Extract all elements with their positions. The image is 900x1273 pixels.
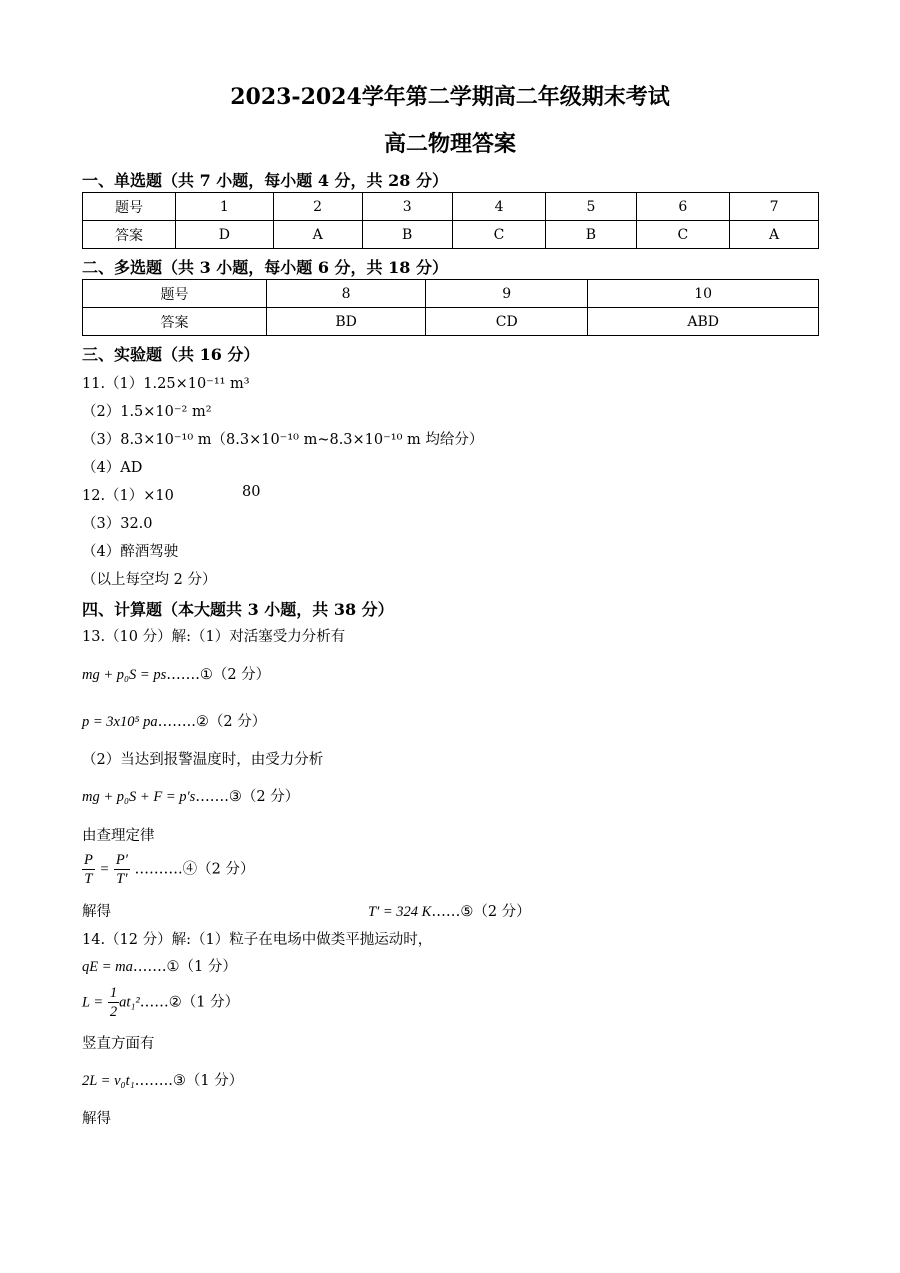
q13-equation-1 [82,663,270,684]
q14-vertical-text: 竖直方面有 [82,1036,155,1052]
question-number: 5 [546,193,636,221]
numerator: P′ [115,852,128,868]
answer-cell: A [730,221,819,249]
q14-solve-label: 解得 [82,1111,111,1127]
question-number: 2 [273,193,362,221]
q13-part2-text: （2）当达到报警温度时，由受力分析 [82,752,324,768]
q13-equation-4: $\frac{P}{T}$ = $\frac{P'}{T'}$ ……….④（2 分） [84,852,255,887]
q12-part4: （4）醉酒驾驶 [82,544,179,560]
row-label: 答案 [83,308,267,336]
page-title: 2023-2024学年第二学期高二年级期末考试 [230,84,670,110]
answer-cell: CD [426,308,588,336]
equation-mark: ……..③（1 分） [134,1073,244,1089]
table-row [83,193,819,221]
q13-result [368,900,531,921]
equation: T′ = 324 K [368,904,432,920]
multi-choice-answer-table [82,279,819,336]
question-number: 3 [362,193,452,221]
answer-cell: A [273,221,362,249]
question-number: 7 [730,193,819,221]
q11-part3: （3）8.3×10⁻¹⁰ m（8.3×10⁻¹⁰ m~8.3×10⁻¹⁰ m 均给分） [82,432,484,448]
answer-cell: BD [267,308,426,336]
question-number: 4 [452,193,546,221]
q13-law-text: 由查理定律 [82,828,155,844]
section-single-choice-heading: 一、单选题（共 7 小题，每小题 4 分，共 28 分） [82,171,448,190]
answer-cell: ABD [588,308,819,336]
fraction [82,851,95,888]
equation: 2L = v₀t₁ [82,1073,135,1089]
question-number: 9 [426,280,588,308]
q12-part2: 80 [242,484,261,500]
equation-mark: …….①（2 分） [166,667,271,683]
answer-cell: C [452,221,546,249]
table-row [83,221,819,249]
denominator: 2 [109,1004,118,1020]
q11-part2: （2）1.5×10⁻² m² [82,404,212,420]
question-number: 6 [636,193,730,221]
q14-equation-1 [82,955,237,976]
equation-mark: …….①（1 分） [132,959,237,975]
denominator: T [84,871,93,887]
question-number: 8 [267,280,426,308]
equation: mg + p₀S = ps [82,667,167,683]
fraction [114,851,130,888]
numerator: 1 [109,985,118,1001]
q13-equation-2 [82,710,266,731]
row-label: 题号 [83,193,176,221]
equation: at₁² [119,994,140,1011]
table-row [83,280,819,308]
answer-cell: D [176,221,274,249]
equation-mark: ……..②（2 分） [157,714,267,730]
q12-part3: （3）32.0 [82,516,153,532]
equation: mg + p₀S + F = p′s [82,789,196,805]
answer-cell: B [546,221,636,249]
q13-equation-3 [82,785,299,806]
answer-cell: B [362,221,452,249]
scoring-note: （以上每空均 2 分） [82,572,217,588]
row-label: 答案 [83,221,176,249]
equation-mark: ……②（1 分） [139,994,240,1011]
question-number: 10 [588,280,819,308]
q13-solve-label: 解得 [82,904,111,920]
q14-intro: 14.（12 分）解:（1）粒子在电场中做类平抛运动时， [82,932,433,948]
equation-mark: ……⑤（2 分） [431,904,531,920]
equation: p = 3x10⁵ pa [82,714,158,730]
q11-part4: （4）AD [82,460,143,476]
q13-intro: 13.（10 分）解:（1）对活塞受力分析有 [82,629,346,645]
q14-equation-3 [82,1069,243,1090]
equation: qE = ma [82,959,133,975]
q14-equation-2 [82,984,239,1021]
equation-mark: …….③（2 分） [195,789,300,805]
numerator: P [84,852,93,868]
row-label: 题号 [83,280,267,308]
table-row [83,308,819,336]
section-experiment-heading: 三、实验题（共 16 分） [82,345,260,364]
answer-cell: C [636,221,730,249]
q11-part1: 11.（1）1.25×10⁻¹¹ m³ [82,376,250,392]
section-calculation-heading: 四、计算题（本大题共 3 小题，共 38 分） [82,600,394,619]
single-choice-answer-table [82,192,819,249]
q12-part1: 12.（1）×10 [82,488,174,504]
fraction [108,984,119,1021]
question-number: 1 [176,193,274,221]
denominator: T′ [116,871,128,887]
section-multi-choice-heading: 二、多选题（共 3 小题，每小题 6 分，共 18 分） [82,258,448,277]
equation: L = [82,994,104,1011]
page-subtitle: 高二物理答案 [383,131,516,157]
equation-mark: ……….④（2 分） [134,861,255,878]
